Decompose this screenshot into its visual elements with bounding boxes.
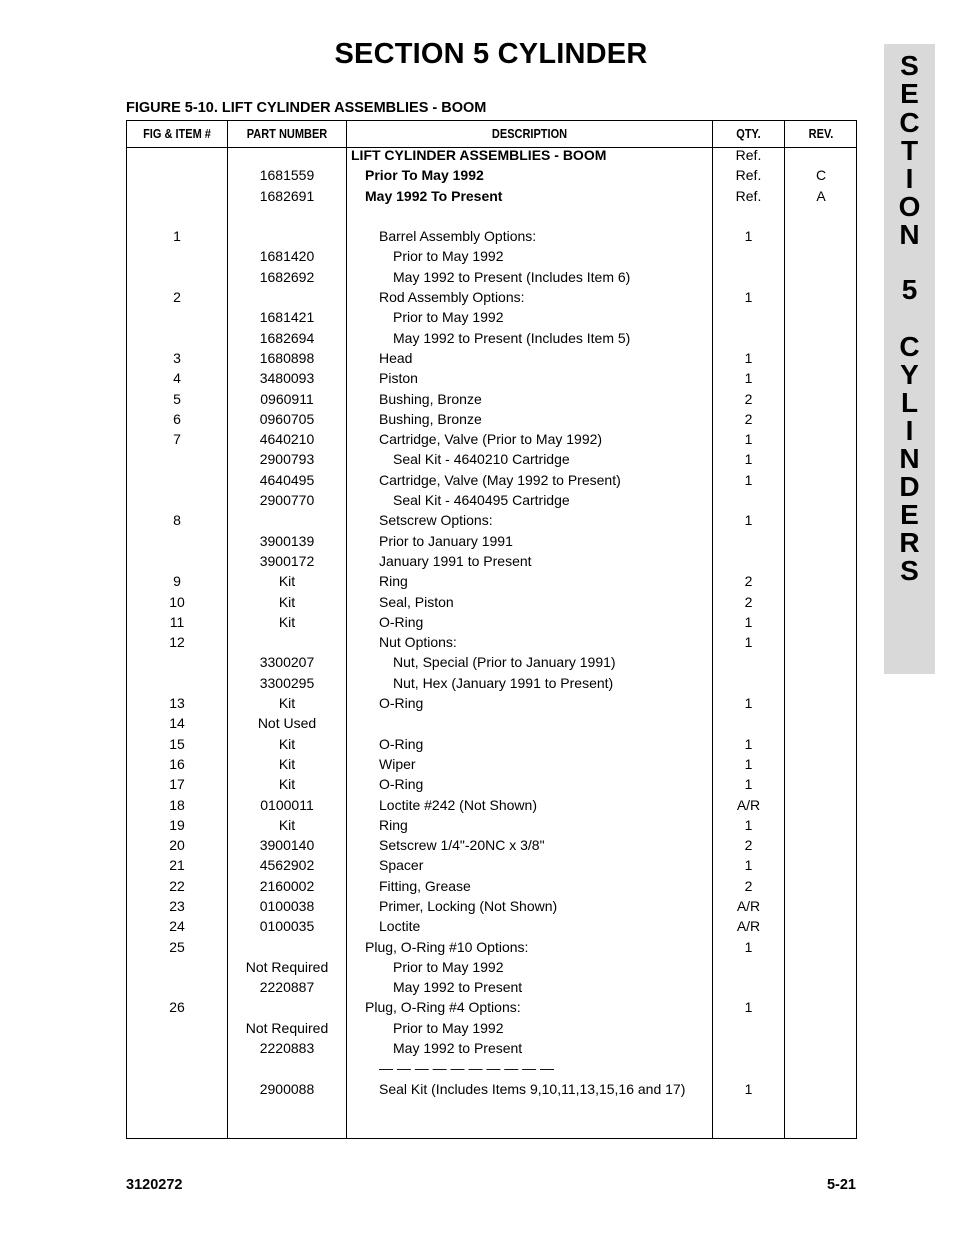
table-row (127, 490, 856, 510)
qty-cell: 2 (744, 593, 753, 610)
part-number-cell: 0100011 (260, 796, 314, 813)
part-number-cell: Kit (278, 776, 296, 793)
side-tab-letter: S (900, 555, 919, 586)
fig-item-cell: 21 (169, 857, 185, 874)
part-number-cell: 3300207 (259, 654, 315, 671)
fig-item-cell: 20 (169, 837, 185, 854)
qty-cell: 1 (744, 431, 753, 448)
qty-cell: 1 (744, 755, 753, 772)
table-row (127, 389, 856, 409)
table-row (127, 652, 856, 672)
qty-cell: 1 (744, 228, 753, 245)
part-number-cell: 1681420 (259, 248, 315, 265)
description-cell: Rod Assembly Options: (379, 289, 525, 306)
fig-item-cell: 6 (173, 410, 181, 427)
qty-cell: 2 (744, 573, 753, 590)
table-row (127, 1038, 856, 1058)
table-row (127, 429, 856, 449)
part-number-cell: 2900793 (259, 451, 315, 468)
fig-item-cell: 26 (169, 999, 185, 1016)
part-number-cell: 3300295 (259, 674, 315, 691)
table-row (127, 815, 856, 835)
table-row (127, 470, 856, 490)
part-number-cell: 4562902 (259, 857, 315, 874)
fig-item-cell: 4 (173, 370, 181, 387)
table-row (127, 632, 856, 652)
fig-item-cell: 12 (169, 634, 185, 651)
side-tab-letter: 5 (901, 274, 918, 305)
description-cell: Primer, Locking (Not Shown) (379, 897, 558, 914)
header-rev: REV. (808, 127, 834, 141)
table-row (127, 1058, 856, 1078)
description-cell: Nut, Special (Prior to January 1991) (393, 654, 616, 671)
table-row (127, 916, 856, 936)
description-cell: Seal, Piston (379, 593, 454, 610)
qty-cell: 1 (744, 776, 753, 793)
description-cell: O-Ring (379, 695, 424, 712)
table-row (127, 206, 856, 226)
part-number-cell: 2220883 (259, 1040, 315, 1057)
description-cell: Loctite #242 (Not Shown) (379, 796, 537, 813)
part-number-cell: 1681421 (259, 309, 315, 326)
qty-cell: Ref. (735, 187, 762, 204)
description-cell: Prior to May 1992 (393, 958, 504, 975)
qty-cell: 1 (744, 451, 753, 468)
table-row (127, 287, 856, 307)
part-number-cell: 0960911 (260, 390, 314, 407)
part-number-cell: Not Required (245, 1019, 329, 1036)
table-row (127, 510, 856, 530)
description-cell: Wiper (379, 755, 416, 772)
part-number-cell: 3900140 (259, 837, 315, 854)
description-cell: May 1992 to Present (Includes Item 5) (393, 329, 631, 346)
part-number-cell: Not Used (257, 715, 317, 732)
qty-cell: 1 (744, 349, 753, 366)
table-row (127, 571, 856, 591)
part-number-cell: Kit (278, 593, 296, 610)
table-row (127, 1079, 856, 1099)
description-cell: Spacer (379, 857, 424, 874)
description-cell: May 1992 to Present (393, 1040, 523, 1057)
description-cell: Bushing, Bronze (379, 410, 482, 427)
figure-title: FIGURE 5-10. LIFT CYLINDER ASSEMBLIES - BOOM (126, 100, 487, 116)
part-number-cell: 2220887 (259, 979, 315, 996)
fig-item-cell: 2 (173, 289, 181, 306)
table-row (127, 957, 856, 977)
header-part-number: PART NUMBER (246, 127, 328, 141)
qty-cell: 1 (744, 613, 753, 630)
fig-item-cell: 18 (169, 796, 185, 813)
description-cell: Cartridge, Valve (Prior to May 1992) (379, 431, 603, 448)
side-tab-letter: D (899, 471, 920, 502)
table-row (127, 186, 856, 206)
part-number-cell: 3480093 (259, 370, 315, 387)
description-cell: Ring (379, 573, 408, 590)
description-cell: Seal Kit (Includes Items 9,10,11,13,15,16 and 17) (379, 1080, 686, 1097)
part-number-cell: 1682694 (259, 329, 315, 346)
table-row (127, 693, 856, 713)
part-number-cell: 4640495 (259, 471, 315, 488)
section-title: SECTION 5 CYLINDER (334, 38, 648, 70)
qty-cell: 2 (744, 877, 753, 894)
description-cell: May 1992 To Present (365, 187, 503, 204)
qty-cell: 1 (744, 471, 753, 488)
side-tab-letter: N (899, 219, 920, 250)
document-number: 3120272 (126, 1177, 183, 1193)
table-row (127, 673, 856, 693)
table-row (127, 307, 856, 327)
fig-item-cell: 22 (169, 877, 185, 894)
description-cell: Prior to January 1991 (379, 532, 513, 549)
description-cell: Plug, O-Ring #10 Options: (365, 938, 529, 955)
qty-cell: Ref. (735, 147, 762, 163)
table-row (127, 997, 856, 1017)
part-number-cell: 1681559 (259, 167, 315, 184)
side-tab-letter: L (900, 387, 919, 418)
description-cell: Cartridge, Valve (May 1992 to Present) (379, 471, 621, 488)
fig-item-cell: 11 (169, 613, 185, 630)
qty-cell: 1 (744, 857, 753, 874)
description-cell: O-Ring (379, 735, 424, 752)
part-number-cell: 2900088 (259, 1080, 315, 1097)
side-tab-letter: C (899, 107, 920, 138)
part-number-cell: 0100035 (259, 918, 315, 935)
qty-cell: 2 (744, 410, 753, 427)
fig-item-cell: 14 (169, 715, 185, 732)
part-number-cell: 1682691 (259, 187, 315, 204)
qty-cell: 1 (744, 999, 753, 1016)
table-row (127, 754, 856, 774)
description-cell: Plug, O-Ring #4 Options: (365, 999, 521, 1016)
fig-item-cell: 10 (169, 593, 185, 610)
table-row (127, 368, 856, 388)
description-cell: Bushing, Bronze (379, 390, 482, 407)
fig-item-cell: 9 (173, 573, 181, 590)
qty-cell: Ref. (735, 167, 762, 184)
side-tab-letter: T (900, 135, 919, 166)
side-tab-letter: E (900, 78, 919, 109)
description-cell: Head (379, 349, 413, 366)
qty-cell: A/R (736, 796, 761, 813)
fig-item-cell: 17 (169, 776, 185, 793)
description-cell: January 1991 to Present (379, 552, 532, 569)
part-number-cell: 0960705 (259, 410, 315, 427)
table-row (127, 937, 856, 957)
part-number-cell: 2900770 (259, 492, 315, 509)
qty-cell: 1 (744, 289, 753, 306)
side-tab-letter: R (899, 527, 920, 558)
qty-cell: 1 (744, 816, 753, 833)
description-cell: Setscrew Options: (379, 512, 493, 529)
table-row (127, 1018, 856, 1038)
qty-cell: 1 (744, 370, 753, 387)
part-number-cell: Kit (278, 613, 296, 630)
table-row (127, 348, 856, 368)
description-cell: Prior to May 1992 (393, 1019, 504, 1036)
part-number-cell: Kit (278, 816, 296, 833)
table-row (127, 145, 856, 165)
table-row (127, 876, 856, 896)
description-cell: Nut, Hex (January 1991 to Present) (393, 674, 614, 691)
description-cell: Fitting, Grease (379, 877, 471, 894)
part-number-cell: Not Required (245, 958, 329, 975)
table-row (127, 409, 856, 429)
description-cell: Piston (379, 370, 418, 387)
fig-item-cell: 1 (173, 228, 181, 245)
description-cell: — — — — — — — — — — (379, 1060, 555, 1077)
part-number-cell: Kit (278, 695, 296, 712)
description-cell: Nut Options: (379, 634, 457, 651)
side-tab-letter: I (905, 163, 914, 194)
header-description: DESCRIPTION (491, 127, 568, 141)
table-row (127, 612, 856, 632)
fig-item-cell: 25 (169, 938, 185, 955)
description-cell: Seal Kit - 4640210 Cartridge (393, 451, 570, 468)
table-row (127, 855, 856, 875)
table-row (127, 328, 856, 348)
description-cell: Seal Kit - 4640495 Cartridge (393, 492, 570, 509)
qty-cell: 1 (744, 695, 753, 712)
fig-item-cell: 3 (173, 349, 181, 366)
header-qty: QTY. (736, 127, 761, 141)
table-row (127, 713, 856, 733)
description-cell: Prior to May 1992 (393, 248, 504, 265)
fig-item-cell: 15 (169, 735, 185, 752)
qty-cell: A/R (736, 918, 761, 935)
side-tab-letter: N (899, 443, 920, 474)
table-row (127, 226, 856, 246)
qty-cell: 1 (744, 512, 753, 529)
fig-item-cell: 8 (173, 512, 181, 529)
description-cell: May 1992 to Present (Includes Item 6) (393, 268, 631, 285)
part-number-cell: Kit (278, 735, 296, 752)
table-row (127, 449, 856, 469)
part-number-cell: Kit (278, 755, 296, 772)
qty-cell: 1 (744, 1080, 753, 1097)
qty-cell: 2 (744, 390, 753, 407)
table-row (127, 774, 856, 794)
side-tab-letter: O (898, 191, 921, 222)
part-number-cell: 3900172 (259, 552, 315, 569)
rev-cell: C (815, 167, 827, 184)
part-number-cell: 3900139 (259, 532, 315, 549)
table-row (127, 795, 856, 815)
side-tab-letter: I (905, 415, 914, 446)
table-row (127, 531, 856, 551)
section-side-tab (884, 44, 935, 674)
fig-item-cell: 7 (173, 431, 181, 448)
fig-item-cell: 16 (169, 755, 185, 772)
part-number-cell: 4640210 (259, 431, 315, 448)
qty-cell: 2 (744, 837, 753, 854)
table-row (127, 551, 856, 571)
description-cell: Prior To May 1992 (365, 167, 484, 184)
qty-cell: 1 (744, 938, 753, 955)
description-cell: O-Ring (379, 613, 424, 630)
fig-item-cell: 24 (169, 918, 185, 935)
fig-item-cell: 13 (169, 695, 185, 712)
table-row (127, 734, 856, 754)
header-fig-item: FIG & ITEM # (143, 127, 211, 141)
table-row (127, 592, 856, 612)
table-body (127, 145, 856, 1099)
parts-table (126, 120, 857, 1139)
fig-item-cell: 19 (169, 816, 185, 833)
description-cell: Prior to May 1992 (393, 309, 504, 326)
table-row (127, 246, 856, 266)
page-number: 5-21 (826, 1177, 856, 1193)
part-number-cell: 1680898 (259, 349, 315, 366)
rev-cell: A (816, 187, 826, 204)
qty-cell: 1 (744, 634, 753, 651)
part-number-cell: 1682692 (259, 268, 315, 285)
side-tab-letter: S (900, 50, 919, 81)
description-cell: Loctite (379, 918, 421, 935)
description-cell: May 1992 to Present (393, 979, 523, 996)
table-row (127, 165, 856, 185)
fig-item-cell: 5 (173, 390, 181, 407)
description-cell: LIFT CYLINDER ASSEMBLIES - BOOM (351, 147, 607, 163)
table-row (127, 977, 856, 997)
table-row (127, 267, 856, 287)
side-tab-letter: C (899, 331, 920, 362)
qty-cell: A/R (736, 897, 761, 914)
description-cell: O-Ring (379, 776, 424, 793)
part-number-cell: 0100038 (259, 897, 315, 914)
side-tab-letter: Y (900, 359, 919, 390)
part-number-cell: Kit (278, 573, 296, 590)
description-cell: Ring (379, 816, 408, 833)
table-row (127, 835, 856, 855)
fig-item-cell: 23 (169, 897, 185, 914)
table-row (127, 896, 856, 916)
description-cell: Setscrew 1/4"-20NC x 3/8" (379, 837, 545, 854)
side-tab-letter: E (900, 499, 919, 530)
part-number-cell: 2160002 (259, 877, 315, 894)
description-cell: Barrel Assembly Options: (379, 228, 537, 245)
qty-cell: 1 (744, 735, 753, 752)
